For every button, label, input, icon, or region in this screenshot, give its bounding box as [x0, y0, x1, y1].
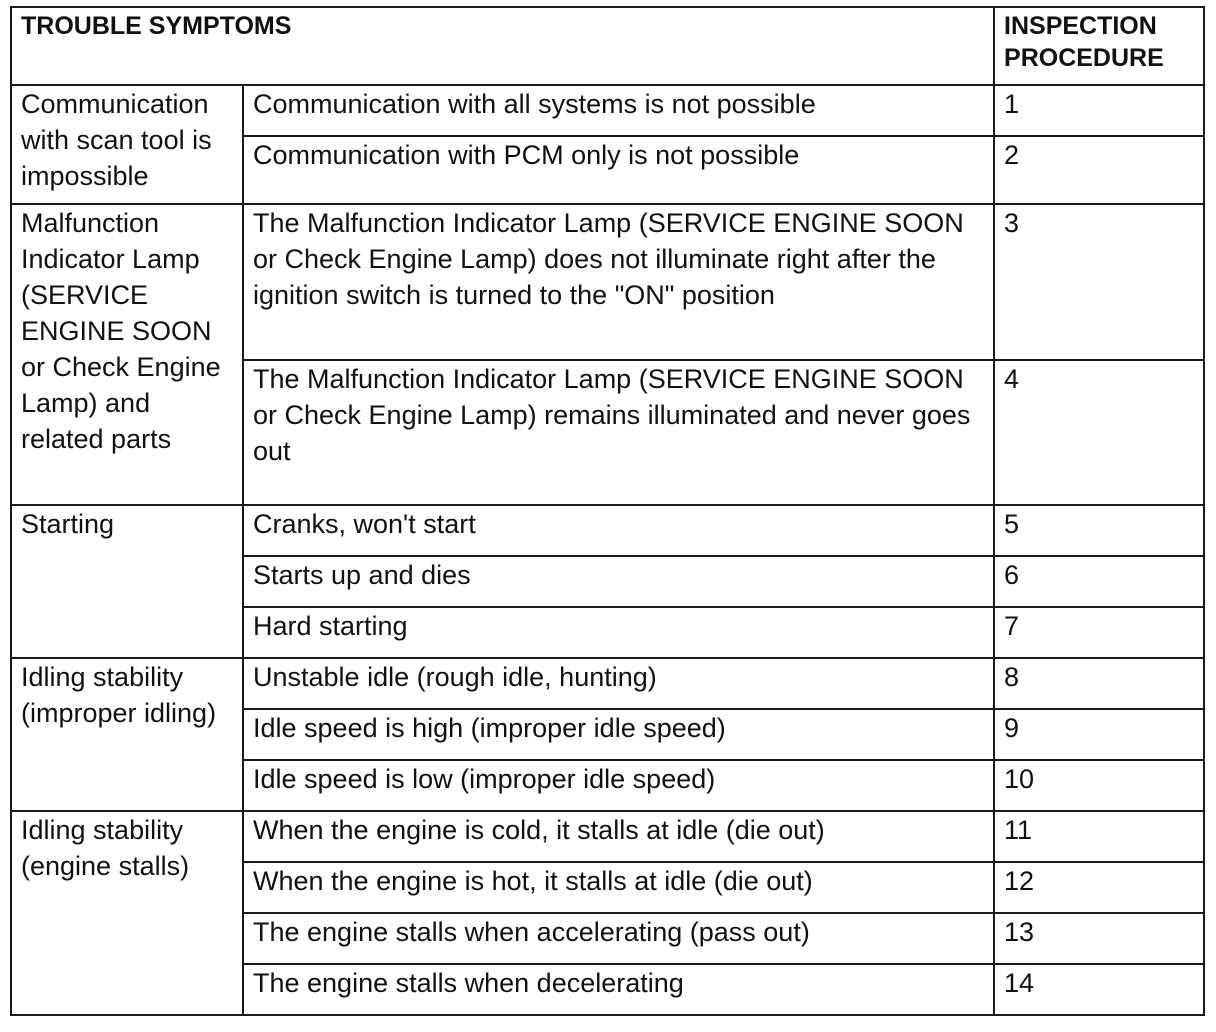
- symptom-cell: Communication with PCM only is not possible: [243, 136, 994, 204]
- procedure-cell: 9: [994, 709, 1204, 760]
- symptom-cell: Idle speed is low (improper idle speed): [243, 760, 994, 811]
- table-row: [11, 85, 1204, 136]
- procedure-cell: 1: [994, 85, 1204, 136]
- procedure-cell: 8: [994, 658, 1204, 709]
- procedure-cell: 10: [994, 760, 1204, 811]
- table-row: [11, 811, 1204, 862]
- symptom-cell: Idle speed is high (improper idle speed): [243, 709, 994, 760]
- symptom-cell: Unstable idle (rough idle, hunting): [243, 658, 994, 709]
- symptom-cell: Cranks, won't start: [243, 505, 994, 556]
- trouble-symptoms-header: TROUBLE SYMPTOMS: [11, 7, 994, 85]
- symptom-cell: Starts up and dies: [243, 556, 994, 607]
- category-cell: Starting: [11, 505, 243, 658]
- procedure-cell: 2: [994, 136, 1204, 204]
- procedure-cell: 11: [994, 811, 1204, 862]
- procedure-cell: 14: [994, 964, 1204, 1015]
- table-row: [11, 658, 1204, 709]
- category-cell: Idling stability (improper idling): [11, 658, 243, 811]
- symptom-cell: When the engine is cold, it stalls at idle (die out): [243, 811, 994, 862]
- symptom-cell: Hard starting: [243, 607, 994, 658]
- procedure-cell: 13: [994, 913, 1204, 964]
- table-row: [11, 204, 1204, 360]
- procedure-cell: 6: [994, 556, 1204, 607]
- table-header-row: [11, 7, 1204, 85]
- procedure-cell: 12: [994, 862, 1204, 913]
- procedure-cell: 5: [994, 505, 1204, 556]
- procedure-cell: 3: [994, 204, 1204, 360]
- table-row: [11, 505, 1204, 556]
- trouble-symptoms-table: [10, 6, 1205, 1016]
- category-cell: Malfunction Indicator Lamp (SERVICE ENGINE SOON or Check Engine Lamp) and related parts: [11, 204, 243, 505]
- symptom-cell: The engine stalls when accelerating (pass out): [243, 913, 994, 964]
- symptom-cell: The Malfunction Indicator Lamp (SERVICE ENGINE SOON or Check Engine Lamp) remains illuminated and never goes out: [243, 360, 994, 505]
- category-cell: Communication with scan tool is impossible: [11, 85, 243, 204]
- symptom-cell: When the engine is hot, it stalls at idle (die out): [243, 862, 994, 913]
- inspection-procedure-header: INSPECTION PROCEDURE: [994, 7, 1204, 85]
- procedure-cell: 4: [994, 360, 1204, 505]
- symptom-cell: The engine stalls when decelerating: [243, 964, 994, 1015]
- category-cell: Idling stability (engine stalls): [11, 811, 243, 1015]
- symptom-cell: Communication with all systems is not possible: [243, 85, 994, 136]
- symptom-cell: The Malfunction Indicator Lamp (SERVICE ENGINE SOON or Check Engine Lamp) does not illuminate right after the ignition switch is turned to the "ON" position: [243, 204, 994, 360]
- procedure-cell: 7: [994, 607, 1204, 658]
